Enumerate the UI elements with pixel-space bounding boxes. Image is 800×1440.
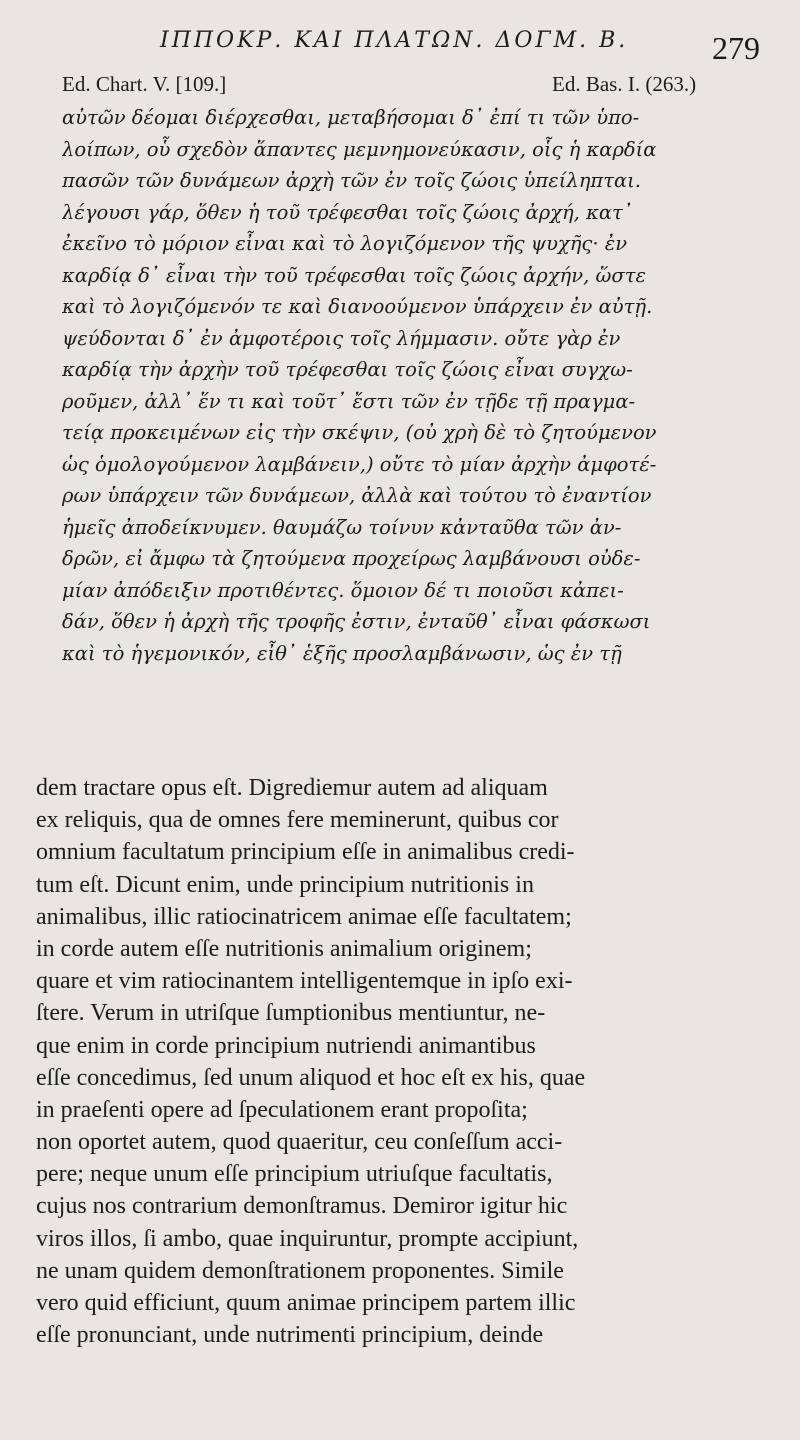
greek-text-line: ψεύδονται δ᾽ ἐν ἀμφοτέροις τοῖς λήμμασιν. οὔτε γὰρ ἐν: [62, 326, 621, 350]
greek-text-line: ἡμεῖς ἀποδείκνυμεν. θαυμάζω τοίνυν κἀνταῦθα τῶν ἀν-: [62, 515, 622, 539]
latin-text-line: omnium facultatum principium eſſe in animalibus credi-: [36, 839, 575, 866]
greek-text-line: δάν, ὅθεν ἡ ἀρχὴ τῆς τροφῆς ἐστιν, ἐνταῦθ᾽ εἶναι φάσκωσι: [62, 610, 651, 633]
latin-text-line: cujus nos contrarium demonſtramus. Demiror igitur hic: [36, 1193, 568, 1220]
latin-text-line: eſſe concedimus, ſed unum aliquod et hoc eſt ex his, quae: [36, 1064, 586, 1091]
greek-text-line: αὐτῶν δέομαι διέρχεσθαι, μεταβήσομαι δ᾽ ἐπί τι τῶν ὑπο-: [62, 106, 640, 129]
greek-text-block: [62, 102, 762, 669]
latin-text-line: quare et vim ratiocinantem intelligentemque in ipſo exi-: [36, 968, 573, 995]
latin-text-line: que enim in corde principium nutriendi animantibus: [36, 1032, 536, 1059]
latin-text-line: tum eſt. Dicunt enim, unde principium nutritionis in: [36, 871, 534, 898]
greek-text-line: λοίπων, οὗ σχεδὸν ἅπαντες μεμνημονεύκασιν, οἷς ἡ καρδία: [62, 137, 657, 161]
latin-text-line: eſſe pronunciant, unde nutrimenti principium, deinde: [36, 1322, 544, 1349]
greek-text-line: καρδίᾳ δ᾽ εἶναι τὴν τοῦ τρέφεσθαι τοῖς ζώοις ἀρχήν, ὥστε: [62, 263, 646, 287]
latin-text-block: [36, 772, 776, 1351]
greek-text-line: καρδίᾳ τὴν ἀρχὴν τοῦ τρέφεσθαι τοῖς ζώοις εἶναι συγχω-: [62, 358, 633, 381]
greek-text-line: δρῶν, εἰ ἄμφω τὰ ζητούμενα προχείρως λαμβάνουσι οὐδε-: [62, 547, 641, 570]
latin-text-line: non oportet autem, quod quaeritur, ceu conſeſſum acci-: [36, 1129, 563, 1156]
running-head: ΙΠΠΟΚΡ. ΚΑΙ ΠΛΑΤΩΝ. ΔΟΓΜ. Β.: [160, 28, 629, 53]
latin-text-line: ſtere. Verum in utriſque ſumptionibus mentiuntur, ne-: [36, 1000, 546, 1027]
greek-text-line: πασῶν τῶν δυνάμεων ἀρχὴ τῶν ἐν τοῖς ζώοις ὑπείληπται.: [62, 169, 641, 192]
greek-text-line: ἐκεῖνο τὸ μόριον εἶναι καὶ τὸ λογιζόμενον τῆς ψυχῆς· ἐν: [62, 232, 628, 255]
greek-text-line: ὡς ὁμολογούμενον λαμβάνειν,) οὔτε τὸ μίαν ἀρχὴν ἀμφοτέ-: [62, 452, 657, 476]
greek-text-line: λέγουσι γάρ, ὅθεν ἡ τοῦ τρέφεσθαι τοῖς ζώοις ἀρχή, κατ᾽: [62, 200, 633, 224]
latin-text-line: viros illos, ſi ambo, quae inquiruntur, prompte accipiunt,: [36, 1225, 579, 1252]
greek-text-line: μίαν ἀπόδειξιν προτιθέντες. ὅμοιον δέ τι ποιοῦσι κἀπει-: [62, 578, 624, 602]
latin-text-line: animalibus, illic ratiocinatricem animae eſſe facultatem;: [36, 903, 572, 930]
latin-text-line: ne unam quidem demonſtrationem proponentes. Simile: [36, 1257, 564, 1284]
latin-text-line: in praeſenti opere ad ſpeculationem erant propoſita;: [36, 1096, 528, 1123]
latin-text-line: in corde autem eſſe nutritionis animalium originem;: [36, 935, 532, 962]
greek-text-line: καὶ τὸ ἡγεμονικόν, εἶθ᾽ ἑξῆς προσλαμβάνωσιν, ὡς ἐν τῇ: [62, 641, 622, 665]
greek-text-line: καὶ τὸ λογιζόμενόν τε καὶ διανοούμενον ὑπάρχειν ἐν αὐτῇ.: [62, 295, 653, 318]
greek-text-line: ρων ὑπάρχειν τῶν δυνάμεων, ἀλλὰ καὶ τούτου τὸ ἐναντίον: [62, 484, 652, 507]
greek-text-line: ροῦμεν, ἀλλ᾽ ἕν τι καὶ τοῦτ᾽ ἔστι τῶν ἐν τῇδε τῇ πραγμα-: [62, 389, 636, 413]
latin-text-line: vero quid efficiunt, quum animae principem partem illic: [36, 1290, 576, 1316]
page-number: 279: [712, 30, 760, 66]
edition-reference-chartier: Ed. Chart. V. [109.]: [62, 72, 227, 96]
latin-text-line: ex reliquis, qua de omnes fere meminerunt, quibus cor: [36, 807, 559, 834]
latin-text-line: pere; neque unum eſſe principium utriuſque facultatis,: [36, 1161, 553, 1188]
edition-reference-basel: Ed. Bas. I. (263.): [552, 72, 697, 96]
latin-text-line: dem tractare opus eſt. Digrediemur autem ad aliquam: [36, 775, 548, 801]
greek-text-line: τείᾳ προκειμένων εἰς τὴν σκέψιν, (οὐ χρὴ δὲ τὸ ζητούμενον: [62, 421, 657, 444]
